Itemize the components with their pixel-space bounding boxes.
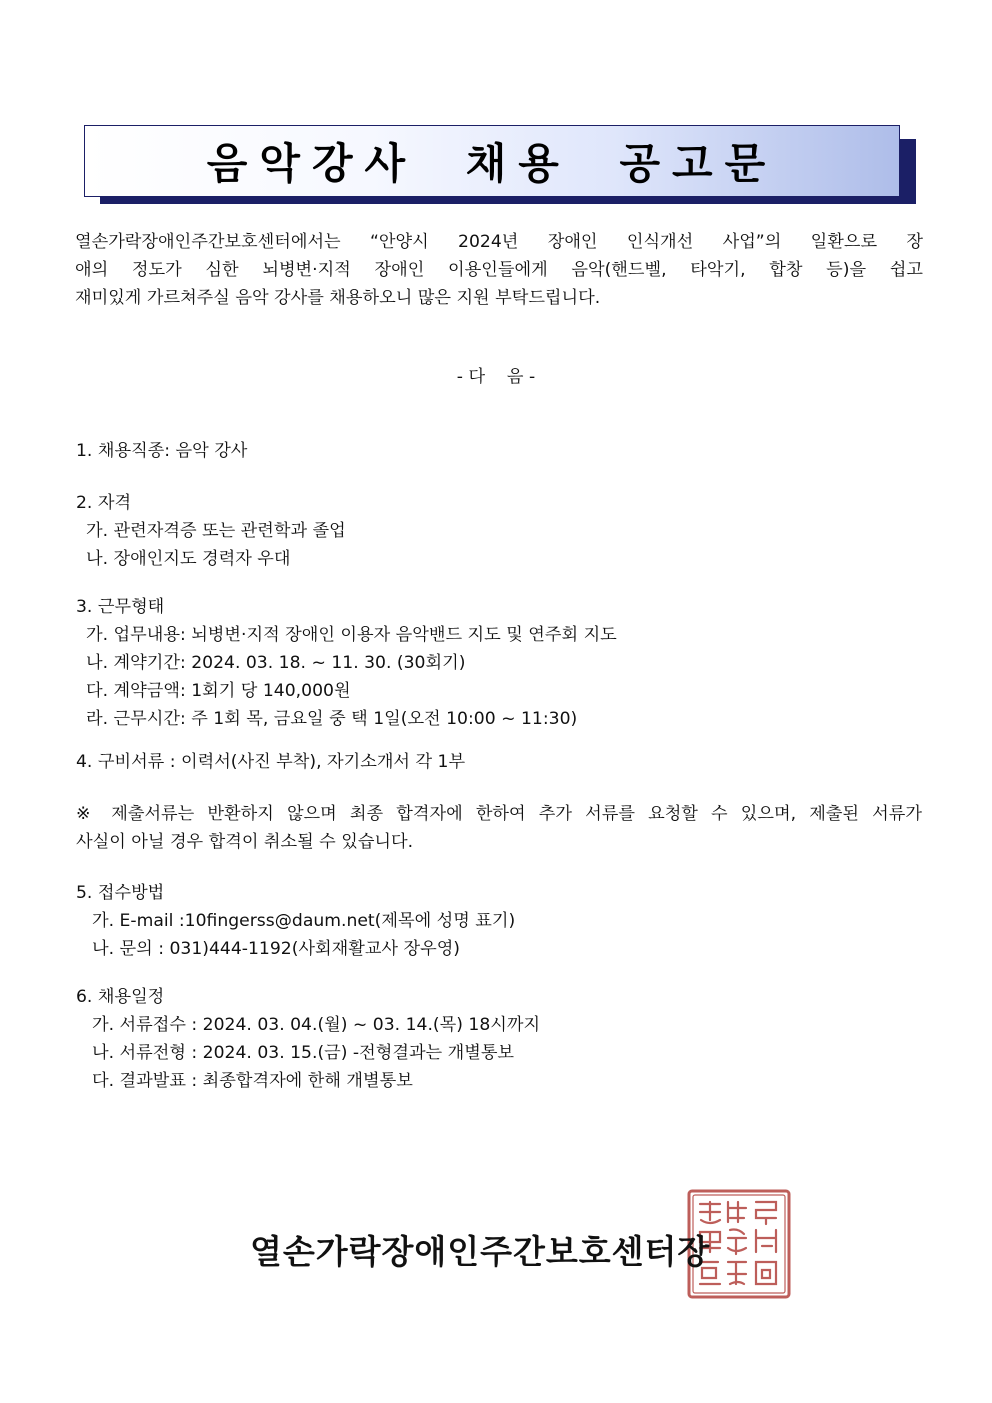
dam-eum-heading: - 다 음 - — [456, 367, 536, 387]
title-box — [84, 125, 900, 197]
section-heading: 2. 자격 — [76, 493, 132, 513]
section-heading: 4. 구비서류 : 이력서(사진 부착), 자기소개서 각 1부 — [76, 752, 466, 772]
list-item: 나. 장애인지도 경력자 우대 — [86, 549, 291, 569]
list-item: 나. 계약기간: 2024. 03. 18. ~ 11. 30. (30회기) — [86, 653, 466, 673]
page-title: 음악강사 채용 공고문 — [206, 139, 778, 188]
notice-paragraph — [76, 800, 922, 856]
section-job-type — [76, 437, 247, 465]
intro-line: 애의 정도가 심한 뇌병변·지적 장애인 이용인들에게 음악(핸드벨, 타악기, 합창 등)을 쉽고 — [75, 260, 923, 280]
list-item: 다. 결과발표 : 최종합격자에 한해 개별통보 — [92, 1071, 413, 1091]
section-heading: 1. 채용직종: 음악 강사 — [76, 441, 248, 461]
intro-paragraph — [75, 228, 923, 312]
list-item: 가. 업무내용: 뇌병변·지적 장애인 이용자 음악밴드 지도 및 연주회 지도 — [86, 625, 617, 645]
section-schedule — [76, 983, 540, 1095]
section-heading: 3. 근무형태 — [76, 597, 165, 617]
notice-line: 사실이 아닐 경우 합격이 취소될 수 있습니다. — [76, 832, 414, 852]
list-item: 나. 서류전형 : 2024. 03. 15.(금) -전형결과는 개별통보 — [92, 1043, 515, 1063]
list-item: 가. E-mail :10fingerss@daum.net(제목에 성명 표기) — [92, 911, 516, 931]
section-documents — [76, 748, 465, 776]
section-heading: 5. 접수방법 — [76, 883, 165, 903]
list-item: 라. 근무시간: 주 1회 목, 금요일 중 택 1일(오전 10:00 ~ 11:30) — [86, 709, 578, 729]
notice-line: ※ 제출서류는 반환하지 않으며 최종 합격자에 한하여 추가 서류를 요청할 수 있으며, 제출된 서류가 — [76, 804, 922, 824]
signature-organization-head: 열손가락장애인주간보호센터장 — [250, 1232, 711, 1271]
section-heading: 6. 채용일정 — [76, 987, 165, 1007]
list-item: 나. 문의 : 031)444-1192(사회재활교사 장우영) — [92, 939, 461, 959]
intro-line: 재미있게 가르쳐주실 음악 강사를 채용하오니 많은 지원 부탁드립니다. — [75, 288, 601, 308]
list-item: 다. 계약금액: 1회기 당 140,000원 — [86, 681, 351, 701]
section-work-form — [76, 593, 617, 733]
section-application-method — [76, 879, 515, 963]
intro-line: 열손가락장애인주간보호센터에서는 “안양시 2024년 장애인 인식개선 사업”의 일환으로 장 — [75, 232, 923, 252]
list-item: 가. 서류접수 : 2024. 03. 04.(월) ~ 03. 14.(목) 18시까지 — [92, 1015, 541, 1035]
list-item: 가. 관련자격증 또는 관련학과 졸업 — [86, 521, 346, 541]
section-qualification — [76, 489, 346, 573]
